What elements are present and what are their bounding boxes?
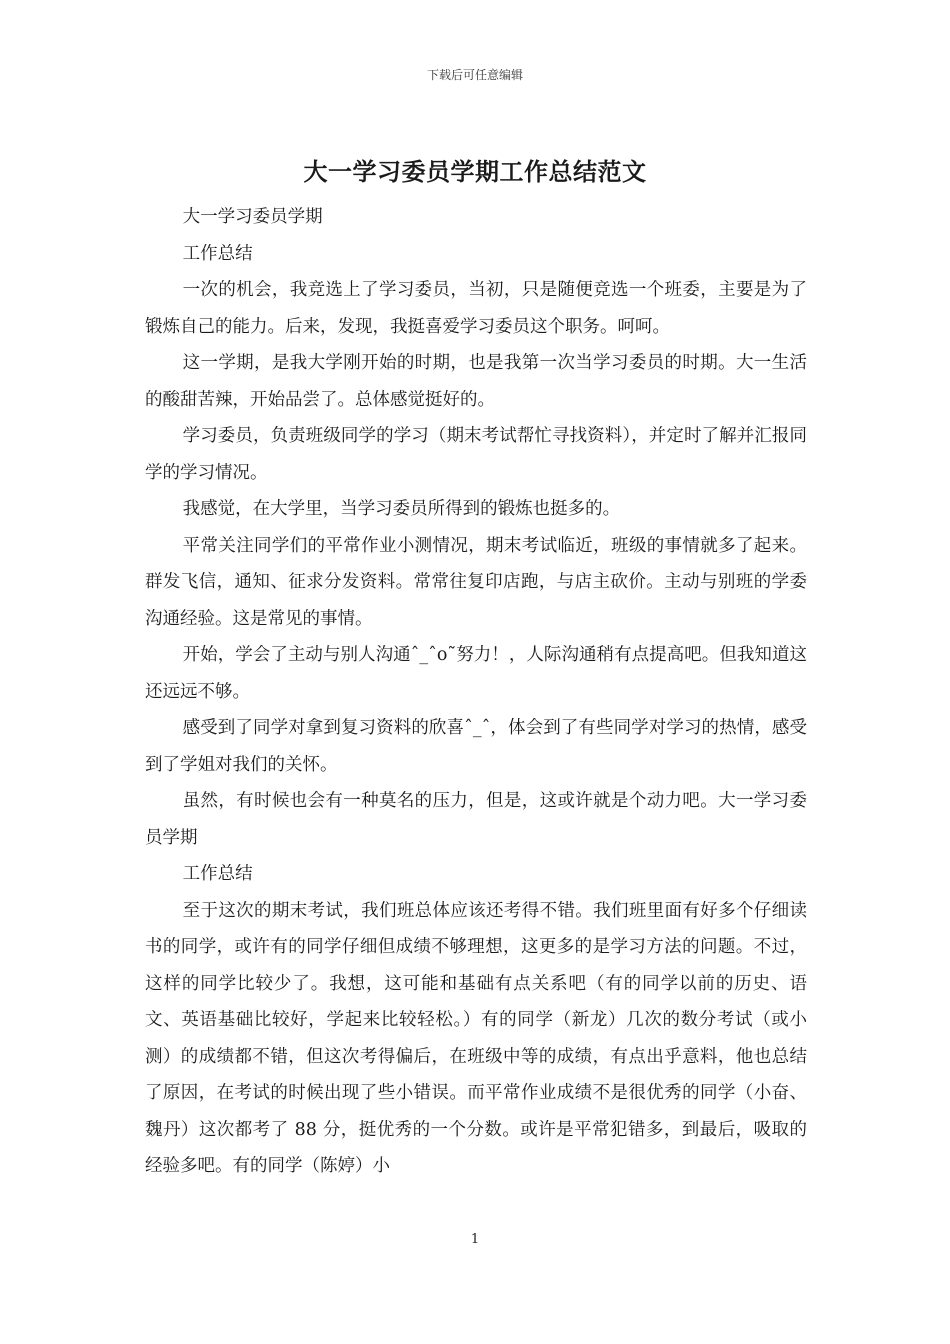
paragraph: 至于这次的期末考试，我们班总体应该还考得不错。我们班里面有好多个仔细读书的同学，或许有的同学仔细但成绩不够理想，这更多的是学习方法的问题。不过，这样的同学比较少了。我想，这可能和基础有点关系吧（有的同学以前的历史、语文、英语基础比较好，学起来比较轻松。）有的同学（新龙）几次的数分考试（或小测）的成绩都不错，但这次考得偏后，在班级中等的成绩，有点出乎意料，他也总结了原因，在考试的时候出现了些小错误。而平常作业成绩不是很优秀的同学（小奋、魏丹）这次都考了 88 分，挺优秀的一个分数。或许是平常犯错多，到最后，吸取的经验多吧。有的同学（陈婷）小	[145, 900, 807, 1176]
paragraph: 我感觉，在大学里，当学习委员所得到的锻炼也挺多的。	[182, 499, 621, 519]
paragraph: 工作总结	[182, 243, 253, 264]
paragraph: 开始，学会了主动与别人沟通ˆ_ˆo˜努力！，人际沟通稍有点提高吧。但我知道这还远远不够。	[145, 645, 807, 702]
document-title: 大一学习委员学期工作总结范文	[303, 157, 647, 186]
paragraph: 大一学习委员学期	[182, 207, 323, 227]
page-header-note: 下载后可任意编辑	[426, 68, 523, 82]
paragraph: 虽然，有时候也会有一种莫名的压力，但是，这或许就是个动力吧。大一学习委员学期	[145, 791, 807, 848]
paragraph: 一次的机会，我竞选上了学习委员，当初，只是随便竞选一个班委，主要是为了锻炼自己的能力。后来，发现，我挺喜爱学习委员这个职务。呵呵。	[145, 280, 807, 337]
paragraph: 平常关注同学们的平常作业小测情况，期末考试临近，班级的事情就多了起来。群发飞信，通知、征求分发资料。常常往复印店跑，与店主砍价。主动与别班的学委沟通经验。这是常见的事情。	[145, 535, 807, 629]
document-body	[145, 199, 807, 1185]
paragraph: 感受到了同学对拿到复习资料的欣喜ˆ_ˆ，体会到了有些同学对学习的热情，感受到了学姐对我们的关怀。	[145, 718, 807, 775]
paragraph: 工作总结	[182, 864, 253, 884]
paragraph: 这一学期，是我大学刚开始的时期，也是我第一次当学习委员的时期。大一生活的酸甜苦辣，开始品尝了。总体感觉挺好的。	[145, 353, 807, 410]
page-number: 1	[470, 1232, 480, 1247]
paragraph: 学习委员，负责班级同学的学习（期末考试帮忙寻找资料），并定时了解并汇报同学的学习情况。	[145, 426, 807, 483]
